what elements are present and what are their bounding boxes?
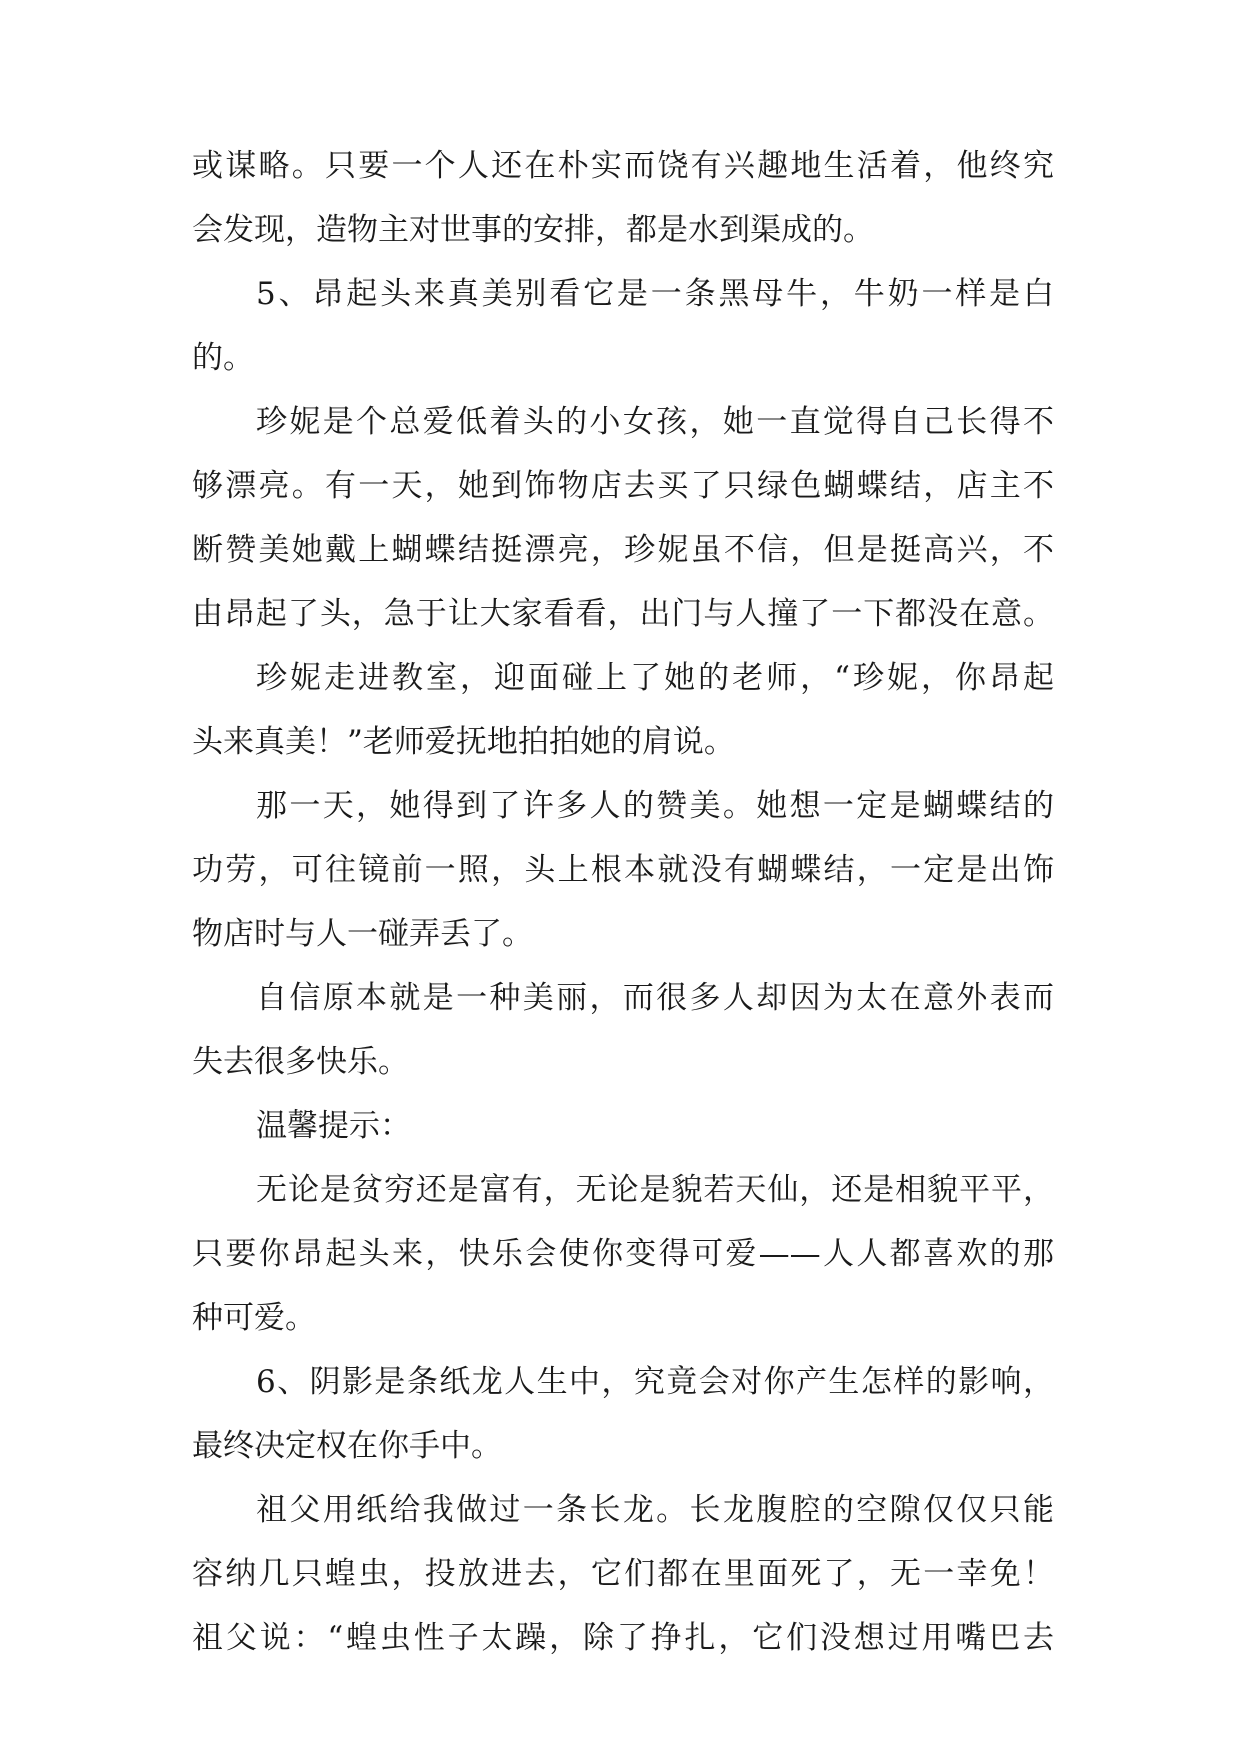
text-line: 5、昂起头来真美别看它是一条黑母牛，牛奶一样是白 (256, 276, 1054, 312)
text-line: 温馨提示： (256, 1108, 411, 1144)
text-line: 最终决定权在你手中。 (192, 1428, 502, 1464)
text-line: 会发现，造物主对世事的安排，都是水到渠成的。 (192, 212, 874, 248)
text-line: 的。 (192, 340, 254, 376)
text-line: 断赞美她戴上蝴蝶结挺漂亮，珍妮虽不信，但是挺高兴，不 (192, 532, 1054, 568)
text-line: 由昂起了头，急于让大家看看，出门与人撞了一下都没在意。 (192, 596, 1054, 632)
text-line: 自信原本就是一种美丽，而很多人却因为太在意外表而 (256, 980, 1054, 1016)
text-line: 或谋略。只要一个人还在朴实而饶有兴趣地生活着，他终究 (192, 148, 1054, 184)
text-line: 种可爱。 (192, 1300, 316, 1336)
text-line: 够漂亮。有一天，她到饰物店去买了只绿色蝴蝶结，店主不 (192, 468, 1054, 504)
text-line: 祖父说：“蝗虫性子太躁，除了挣扎，它们没想过用嘴巴去 (192, 1620, 1054, 1656)
text-line: 珍妮是个总爱低着头的小女孩，她一直觉得自己长得不 (256, 404, 1054, 440)
text-line: 头来真美！”老师爱抚地拍拍她的肩说。 (192, 724, 735, 760)
text-line: 无论是贫穷还是富有，无论是貌若天仙，还是相貌平平， (256, 1172, 1054, 1208)
text-line: 祖父用纸给我做过一条长龙。长龙腹腔的空隙仅仅只能 (256, 1492, 1054, 1528)
text-line: 物店时与人一碰弄丢了。 (192, 916, 533, 952)
text-line: 6、阴影是条纸龙人生中，究竟会对你产生怎样的影响， (256, 1364, 1054, 1400)
text-line: 失去很多快乐。 (192, 1044, 409, 1080)
text-line: 容纳几只蝗虫，投放进去，它们都在里面死了，无一幸免！ (192, 1556, 1054, 1592)
text-line: 功劳，可往镜前一照，头上根本就没有蝴蝶结，一定是出饰 (192, 852, 1054, 888)
text-line: 只要你昂起头来，快乐会使你变得可爱——人人都喜欢的那 (192, 1236, 1054, 1272)
text-line: 珍妮走进教室，迎面碰上了她的老师，“珍妮，你昂起 (256, 660, 1054, 696)
text-line: 那一天，她得到了许多人的赞美。她想一定是蝴蝶结的 (256, 788, 1054, 824)
